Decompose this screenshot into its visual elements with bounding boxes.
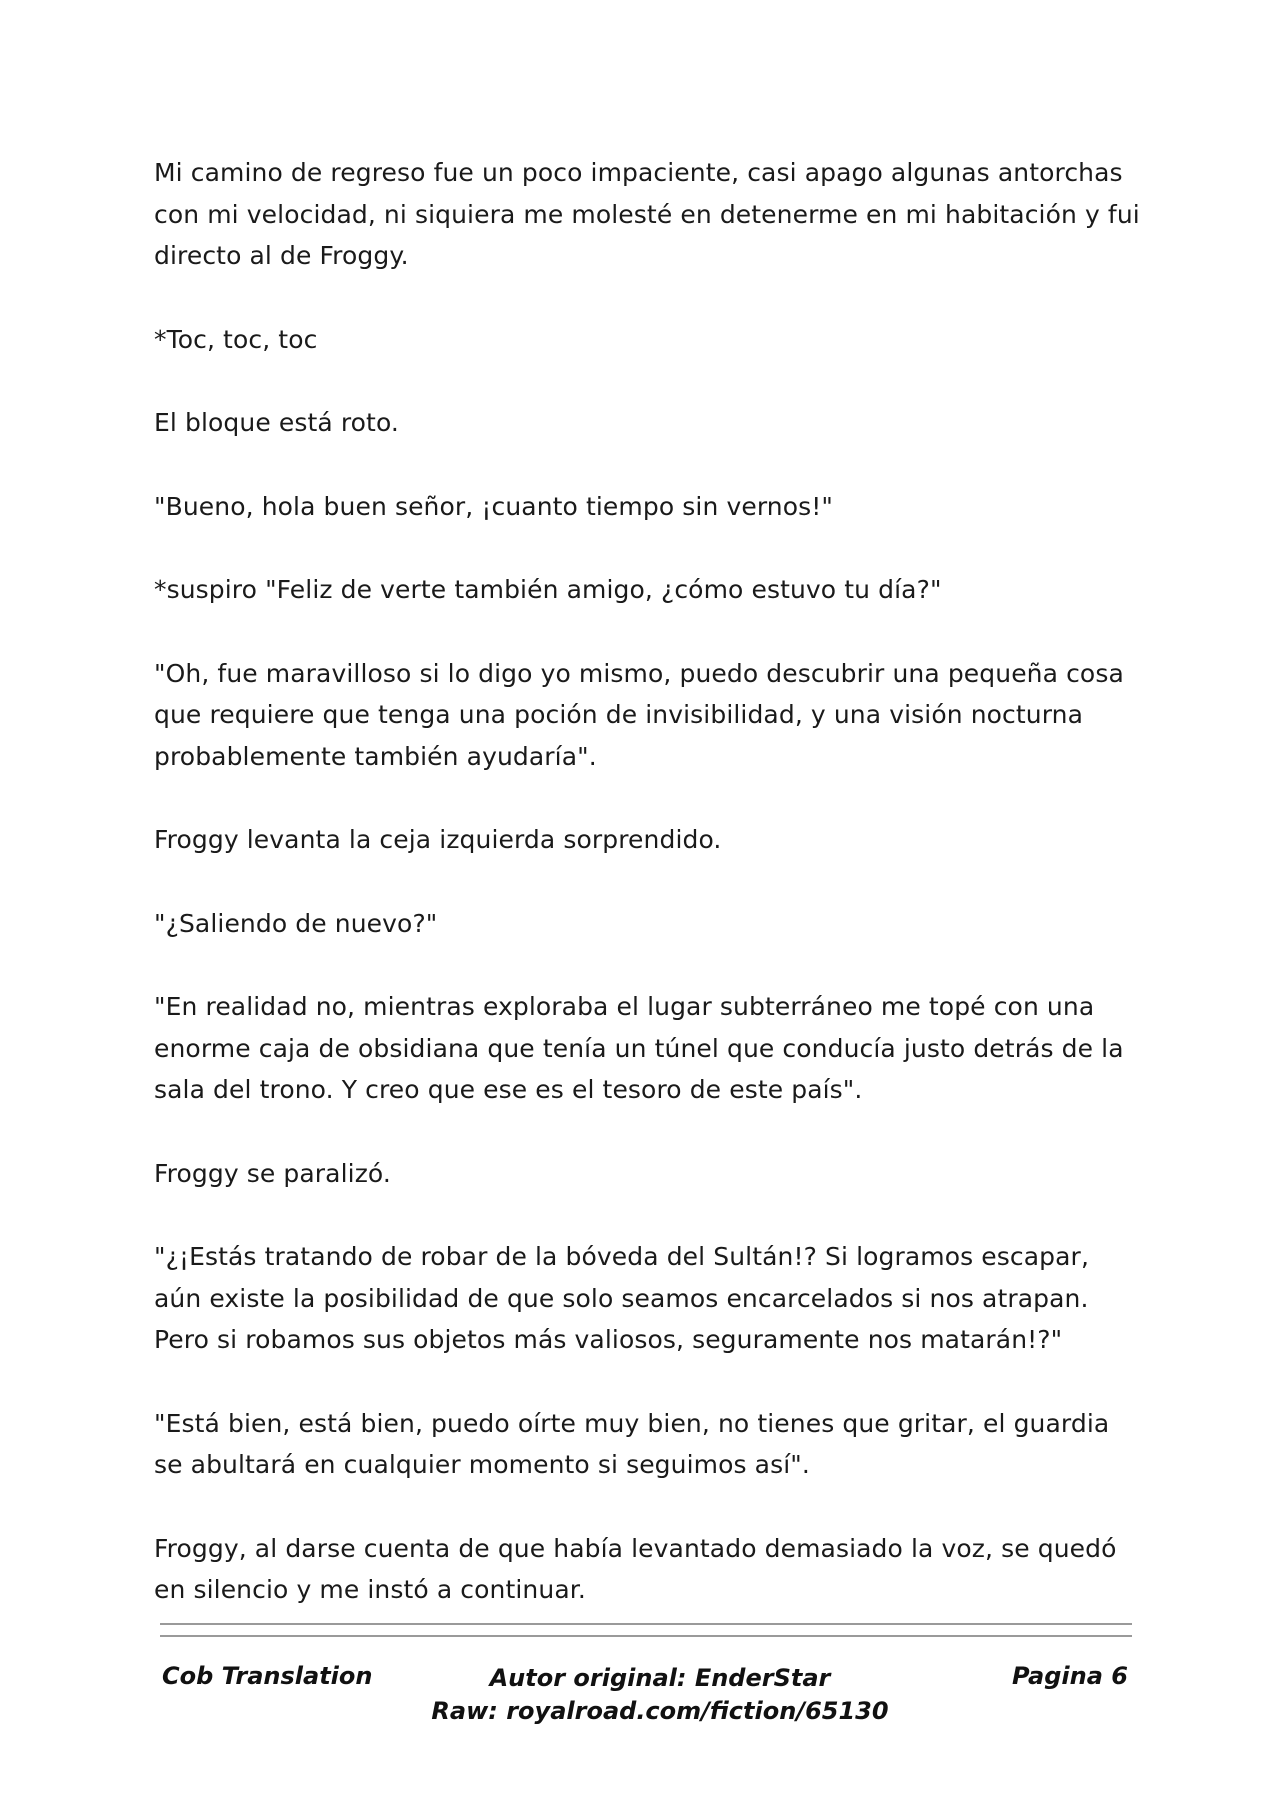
paragraph: Mi camino de regreso fue un poco impaciente, casi apago algunas antorchas con mi velocidad, ni siquiera me molesté en detenerme en mi habitación y fui directo al de Froggy. [154,158,1140,270]
paragraph: *suspiro "Feliz de verte también amigo, ¿cómo estuvo tu día?" [154,575,942,604]
footer-divider-top [160,1623,1132,1625]
footer-divider-bottom [160,1635,1132,1637]
footer-raw-link: Raw: royalroad.com/fiction/65130 [431,1697,889,1725]
paragraph: El bloque está roto. [154,408,399,437]
paragraph: Froggy, al darse cuenta de que había levantado demasiado la voz, se quedó en silencio y me instó a continuar. [154,1533,1117,1604]
paragraph: Froggy se paralizó. [154,1158,391,1188]
paragraph: "En realidad no, mientras exploraba el lugar subterráneo me topé con una enorme caja de obsidiana que tenía un túnel que conducía justo detrás de la sala del trono. Y creo que ese es el tesoro de este país". [154,992,1124,1104]
paragraph: "Bueno, hola buen señor, ¡cuanto tiempo sin vernos!" [154,491,833,521]
footer-translator: Cob Translation [162,1662,373,1690]
paragraph: "Está bien, está bien, puedo oírte muy bien, no tienes que gritar, el guardia se abultará en cualquier momento si seguimos así". [154,1408,1110,1479]
footer-author: Autor original: EnderStar [489,1664,831,1692]
paragraph: "Oh, fue maravilloso si lo digo yo mismo, puedo descubrir una pequeña cosa que requiere que tenga una poción de invisibilidad, y una visión nocturna probablemente también ayudaría". [154,658,1124,771]
body-text [154,152,1144,1653]
page-footer [0,1662,1280,1752]
footer-page-number: Pagina 6 [1012,1662,1128,1690]
paragraph: *Toc, toc, toc [154,324,318,354]
paragraph: "¿¡Estás tratando de robar de la bóveda del Sultán!? Si logramos escapar, aún existe la posibilidad de que solo seamos encarcelados si nos atrapan. Pero si robamos sus objetos más valiosos, seguramente nos matarán!?" [154,1242,1089,1354]
paragraph: "¿Saliendo de nuevo?" [154,908,438,938]
paragraph: Froggy levanta la ceja izquierda sorprendido. [154,825,722,854]
